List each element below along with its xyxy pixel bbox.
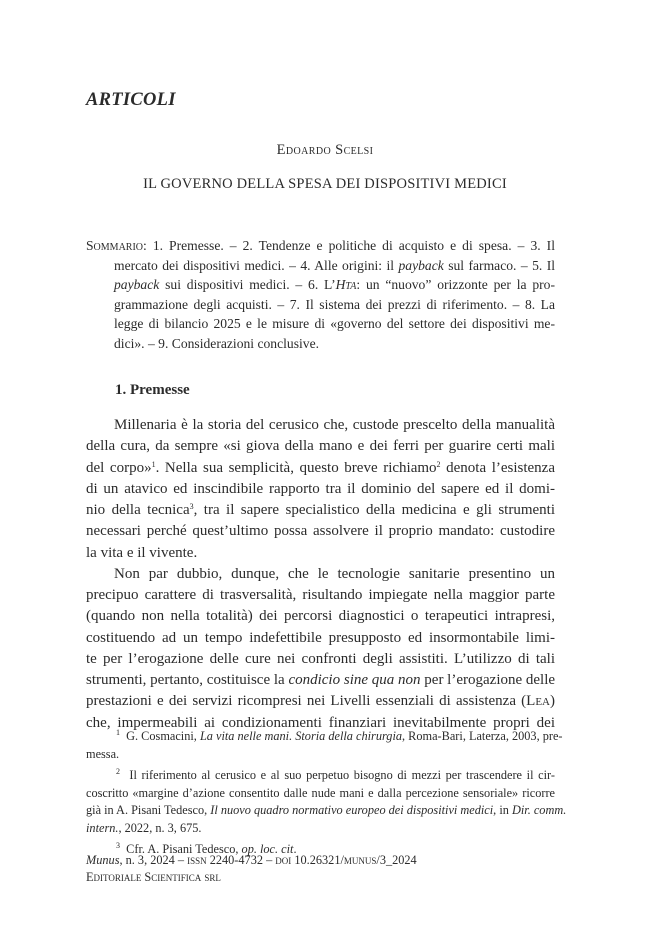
text-line: costituendo ad un tempo indefettibile presupposto ed insormontabile limi-: [86, 629, 555, 646]
publisher: Editoriale Scientifica srl: [86, 870, 221, 884]
summary-line: payback sui dispositivi medici. – 6. L’Hta: un “nuovo” orizzonte per la pro-: [114, 277, 555, 293]
body-text: [86, 415, 555, 734]
article-title: IL GOVERNO DELLA SPESA DEI DISPOSITIVI MEDICI: [143, 176, 507, 192]
footnote-mark: 2: [116, 767, 120, 776]
text-line: la vita e il vivente.: [86, 544, 198, 561]
footnotes: [86, 728, 567, 859]
text-line: te per l’erogazione delle cure nei confronti degli assistiti. L’utilizzo di tali: [86, 650, 555, 667]
footnote-ref[interactable]: 1: [151, 459, 156, 469]
doi: doi 10.26321/munus/3_2024: [275, 853, 417, 867]
citation-line: Munus, n. 3, 2024 – issn 2240-4732 – doi 10.26321/munus/3_2024: [86, 853, 417, 867]
text-line: della cura, da sempre «si giova della mano e dei ferri per guarire certi mali: [86, 438, 555, 455]
page-footer: [86, 852, 555, 886]
summary: [86, 236, 555, 354]
footnote-line: messa.: [86, 746, 120, 761]
summary-line: grammazione degli acquisti. – 7. Il sistema dei prezzi di riferimento. – 8. La: [114, 296, 555, 312]
text-line: Non par dubbio, dunque, che le tecnologie sanitarie presentino un: [114, 565, 555, 582]
footnote-line: intern., 2022, n. 3, 675.: [86, 820, 202, 835]
footnote-3: $^3$ Cfr. A. Pisani Tedesco, op. loc. cit.: [116, 841, 297, 856]
text-line: (quando non nella totalità) dei percorsi diagnostici o terapeutici intrapresi,: [86, 608, 555, 625]
journal-name: Munus: [86, 853, 120, 867]
summary-line: dici». – 9. Considerazioni conclusive.: [114, 335, 319, 351]
text-line: necessari perché quest’ultimo possa assolvere il proprio mandato: custodire: [86, 523, 555, 540]
text-line: Millenaria è la storia del cerusico che, custode prescelto della manualità: [114, 417, 555, 433]
text-line: strumenti, pertanto, costituisce la condicio sine qua non per l’erogazione delle: [86, 672, 556, 688]
section-heading: 1. Premesse: [115, 382, 190, 398]
footnote-mark: 3: [116, 841, 120, 850]
summary-label: Sommario: [86, 238, 144, 253]
footnote-ref[interactable]: 3: [189, 502, 194, 511]
footnote-line: coscritto «margine d’azione consentito dalle nude mani e dalla percezione sensoriale» ricorre: [86, 785, 555, 800]
text-line: precipuo carattere di trasversalità, risultando impiegate nella maggior parte: [86, 587, 555, 603]
text-line: di un atavico ed inscindibile rapporto tra il dominio del sapere ed il domi-: [86, 480, 555, 497]
summary-line: mercato dei dispositivi medici. – 4. Alle origini: il payback sul farmaco. – 5. Il: [114, 257, 555, 273]
summary-line: legge di bilancio 2025 e le misure di «governo del settore dei dispositivi me-: [114, 316, 555, 332]
text-line: nio della tecnica$^3$, tra il sapere specialistico della medicina e gli strumenti: [86, 502, 555, 518]
text-line: del corpo»$^1$. Nella sua semplicità, questo breve richiamo$^2$ denota l’esistenza: [86, 459, 555, 476]
summary-line: Sommario: 1. Premesse. – 2. Tendenze e politiche di acquisto e di spesa. – 3. Il: [86, 238, 555, 253]
footnote-mark: 1: [116, 728, 120, 737]
footnote-2: $^2$ Il riferimento al cerusico e al suo perpetuo bisogno di mezzi per trascendere il cir-: [116, 767, 555, 782]
text-line: prestazioni e dei servizi ricompresi nei Livelli essenziali di assistenza (Lea): [86, 693, 555, 710]
footnote-1: $^1$ G. Cosmacini, La vita nelle mani. Storia della chirurgia, Roma-Bari, Laterza, 2003, pre-: [116, 728, 563, 743]
author-name: Edoardo Scelsi: [276, 142, 374, 158]
footnote-line: già in A. Pisani Tedesco, Il nuovo quadro normativo europeo dei dispositivi medici, in Dir. comm.: [86, 803, 567, 817]
footnote-ref[interactable]: 2: [436, 459, 441, 469]
section-label: ARTICOLI: [86, 90, 176, 110]
text-line: che, impermeabili ai condizionamenti finanziari inevitabilmente propri dei: [86, 714, 555, 731]
